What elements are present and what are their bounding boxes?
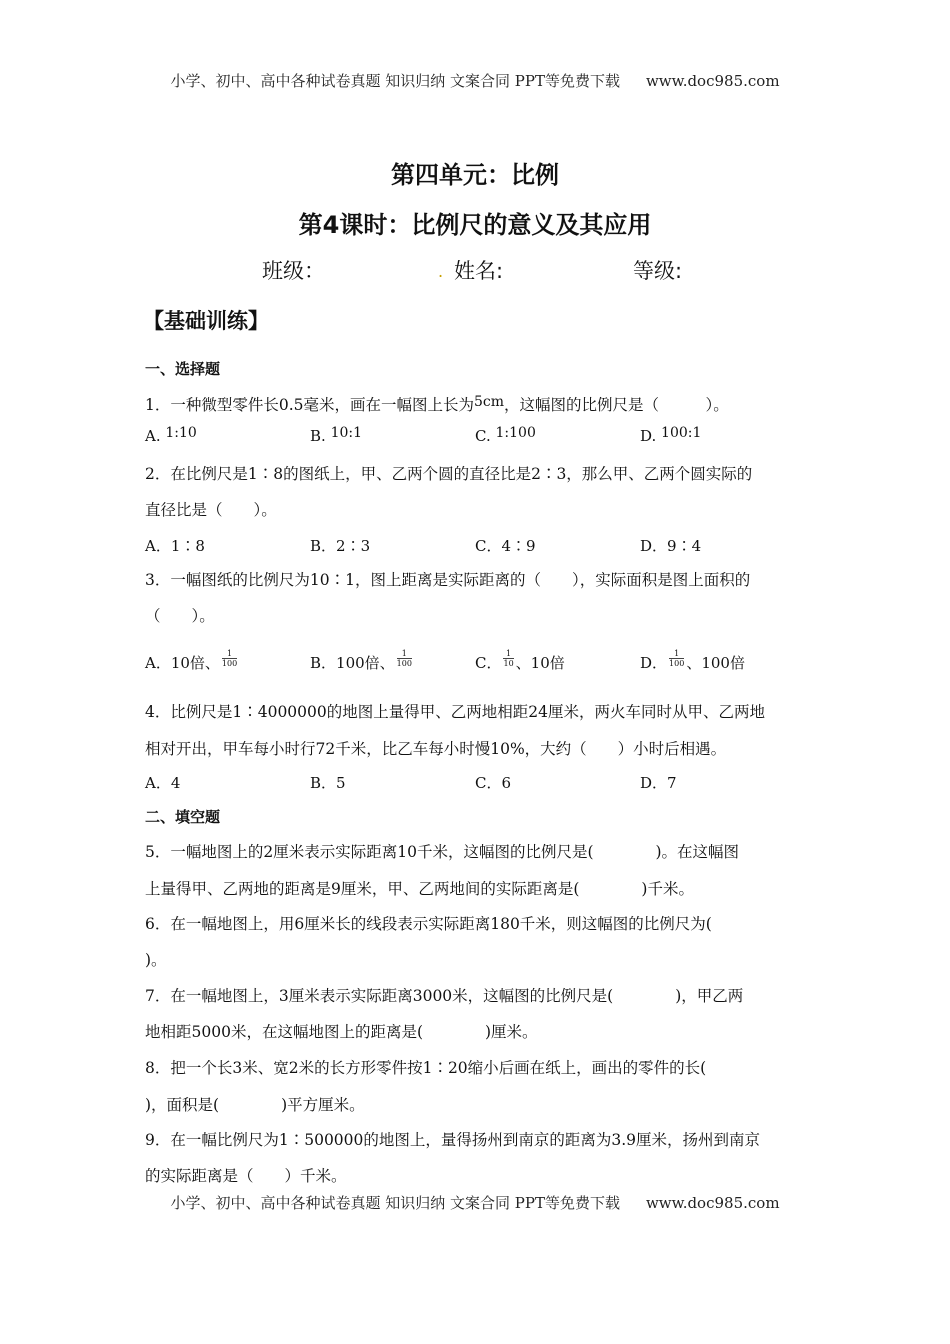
question-9-line-1: 9．在一幅比例尺为1∶500000的地图上，量得扬州到南京的距离为3.9厘米，扬州到南京 (145, 1131, 761, 1149)
question-6-line-2: )。 (145, 951, 167, 969)
unit-title: 第四单元：比例 (391, 161, 559, 189)
part-fill-title: 二、填空题 (145, 808, 221, 826)
q2-option-b[interactable]: B．2∶3 (310, 537, 371, 555)
question-9-line-2: 的实际距离是（ ）千米。 (145, 1167, 347, 1185)
q2-option-d[interactable]: D．9∶4 (640, 537, 702, 555)
footer-text: 小学、初中、高中各种试卷真题 知识归纳 文案合同 PPT等免费下载 (170, 1194, 620, 1212)
header-site-link[interactable]: www.doc985.com (645, 72, 780, 90)
question-3-line-2: （ ）。 (145, 607, 215, 625)
decorative-dot: . (438, 262, 444, 281)
question-8-line-2: )，面积是( )平方厘米。 (145, 1096, 365, 1114)
q1-unit: 5cm (474, 394, 505, 410)
part-choice-title: 一、选择题 (145, 360, 221, 378)
question-2-line-2: 直径比是（ ）。 (145, 501, 277, 519)
question-5-line-1: 5．一幅地图上的2厘米表示实际距离10千米，这幅图的比例尺是( )。在这幅图 (145, 843, 740, 861)
lesson-title: 第4课时：比例尺的意义及其应用 (298, 211, 652, 239)
q1-option-b[interactable]: B. 10:1 (310, 425, 363, 445)
fraction-one-hundredth: $\frac{1}{100}$ (669, 648, 685, 668)
name-label: 姓名: (454, 259, 504, 283)
question-5-line-2: 上量得甲、乙两地的距离是9厘米，甲、乙两地间的实际距离是( )千米。 (145, 880, 694, 898)
fraction-one-hundredth: $\frac{1}{100}$ (396, 648, 412, 668)
q1-option-a[interactable]: A. 1:10 (145, 425, 197, 445)
class-label: 班级： (262, 259, 325, 283)
q3-option-d[interactable]: D． $\frac{1}{100}$ 、100倍 (640, 648, 745, 672)
page-footer (0, 1192, 950, 1213)
question-7-line-1: 7．在一幅地图上，3厘米表示实际距离3000米，这幅图的比例尺是( )，甲乙两 (145, 987, 744, 1005)
q2-option-c[interactable]: C．4∶9 (475, 537, 536, 555)
question-8-line-1: 8．把一个长3米、宽2米的长方形零件按1∶20缩小后画在纸上，画出的零件的长( (145, 1059, 707, 1077)
question-4-line-1: 4．比例尺是1∶4000000的地图上量得甲、乙两地相距24厘米，两火车同时从甲、乙两地 (145, 703, 765, 721)
q4-option-c[interactable]: C．6 (475, 774, 512, 792)
q3-option-a[interactable]: A．10倍、 $\frac{1}{100}$ (145, 648, 238, 672)
fraction-one-tenth: $\frac{1}{10}$ (503, 648, 514, 668)
question-2-line-1: 2．在比例尺是1∶8的图纸上，甲、乙两个圆的直径比是2∶3，那么甲、乙两个圆实际的 (145, 465, 753, 483)
q2-option-a[interactable]: A．1∶8 (145, 537, 205, 555)
q3-option-b[interactable]: B．100倍、 $\frac{1}{100}$ (310, 648, 412, 672)
footer-site-link[interactable]: www.doc985.com (645, 1194, 780, 1212)
q4-option-d[interactable]: D．7 (640, 774, 677, 792)
fraction-one-hundredth: $\frac{1}{100}$ (221, 648, 238, 668)
question-1: 1．一种微型零件长0.5毫米，画在一幅图上长为5cm，这幅图的比例尺是（ ）。 (145, 394, 729, 414)
page-header (0, 70, 950, 91)
q3-option-c[interactable]: C． $\frac{1}{10}$ 、10倍 (475, 648, 565, 672)
section-title: 【基础训练】 (143, 309, 269, 333)
q4-option-a[interactable]: A．4 (145, 774, 181, 792)
question-4-line-2: 相对开出，甲车每小时行72千米，比乙车每小时慢10%，大约（ ）小时后相遇。 (145, 740, 727, 758)
header-text: 小学、初中、高中各种试卷真题 知识归纳 文案合同 PPT等免费下载 (170, 72, 620, 90)
question-7-line-2: 地相距5000米，在这幅地图上的距离是( )厘米。 (145, 1023, 538, 1041)
q4-option-b[interactable]: B．5 (310, 774, 346, 792)
q1-option-c[interactable]: C. 1:100 (475, 425, 536, 445)
question-6-line-1: 6．在一幅地图上，用6厘米长的线段表示实际距离180千米，则这幅图的比例尺为( (145, 915, 712, 933)
q1-option-d[interactable]: D. 100:1 (640, 425, 702, 445)
question-3-line-1: 3．一幅图纸的比例尺为10∶1，图上距离是实际距离的（ ），实际面积是图上面积的 (145, 571, 751, 589)
grade-label: 等级: (633, 259, 683, 283)
